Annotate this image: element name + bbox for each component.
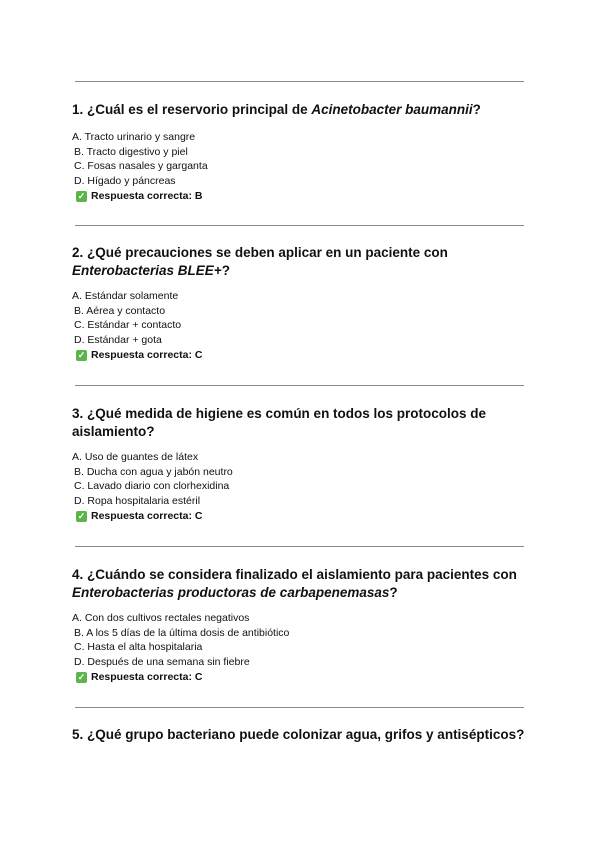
question-1	[72, 101, 532, 204]
question-3	[72, 405, 532, 524]
option-b: B. Ducha con agua y jabón neutro	[74, 465, 233, 478]
option-d: D. Estándar + gota	[74, 334, 162, 347]
option-b: B. Tracto digestivo y piel	[74, 145, 188, 158]
correct-answer: ✓ Respuesta correcta: C	[77, 509, 203, 522]
option-a: A. Uso de guantes de látex	[72, 451, 199, 463]
check-mark-icon: ✓	[77, 671, 86, 682]
separator-line	[75, 81, 524, 82]
question-4	[72, 566, 532, 685]
option-a: A. Estándar solamente	[72, 290, 179, 302]
check-mark-icon: ✓	[77, 510, 86, 521]
question-title: 4. ¿Cuándo se considera finalizado el aislamiento para pacientes con Enterobacterias productoras de carbapenemasas?	[72, 567, 517, 600]
option-b: B. Aérea y contacto	[74, 304, 166, 317]
question-2	[72, 244, 532, 363]
option-a: A. Tracto urinario y sangre	[72, 131, 196, 143]
separator-line	[75, 546, 524, 547]
question-title: 5. ¿Qué grupo bacteriano puede colonizar agua, grifos y antisépticos?	[72, 727, 525, 742]
question-5	[72, 726, 532, 744]
option-c: C. Estándar + contacto	[74, 319, 182, 332]
question-title: 1. ¿Cuál es el reservorio principal de Acinetobacter baumannii?	[72, 102, 481, 117]
question-title: 3. ¿Qué medida de higiene es común en todos los protocolos de aislamiento?	[72, 406, 487, 439]
separator-line	[75, 707, 524, 708]
correct-answer: ✓ Respuesta correcta: B	[77, 189, 203, 202]
question-title: 2. ¿Qué precauciones se deben aplicar en un paciente con Enterobacterias BLEE+?	[72, 245, 448, 278]
check-mark-icon: ✓	[77, 349, 86, 360]
option-d: D. Ropa hospitalaria estéril	[74, 495, 201, 508]
option-a: A. Con dos cultivos rectales negativos	[72, 612, 250, 624]
correct-answer: ✓ Respuesta correcta: C	[77, 670, 203, 683]
check-mark-icon: ✓	[77, 190, 86, 201]
separator-line	[75, 385, 524, 386]
option-c: C. Lavado diario con clorhexidina	[74, 480, 230, 493]
option-d: D. Después de una semana sin fiebre	[74, 656, 250, 669]
option-c: C. Hasta el alta hospitalaria	[74, 641, 203, 654]
option-b: B. A los 5 días de la última dosis de antibiótico	[74, 626, 290, 639]
correct-answer: ✓ Respuesta correcta: C	[77, 348, 203, 361]
option-c: C. Fosas nasales y garganta	[74, 160, 208, 173]
separator-line	[75, 225, 524, 226]
option-d: D. Hígado y páncreas	[74, 175, 176, 188]
